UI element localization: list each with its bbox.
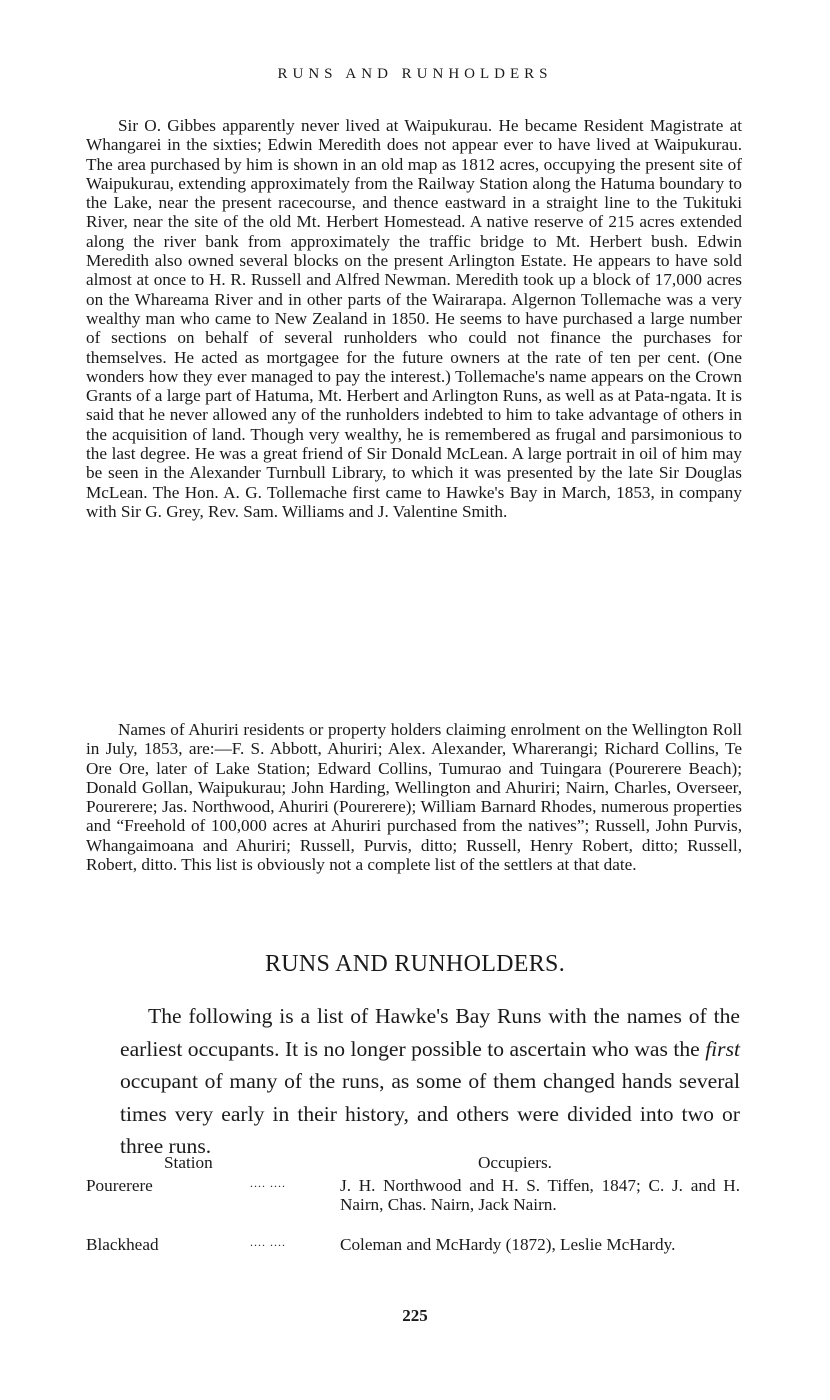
paragraph-text: Sir O. Gibbes apparently never lived at Waipukurau. He became Resident Magistrate at Whangarei in the sixties; Edwin Meredith does not appear ever to have lived at Waipukurau. The area purchased by him is shown in an old map as 1812 acres, occupying the present site of Waipukurau, extending approximately from the Railway Station along the Hatuma boundary to the Lake, near the present racecourse, and thence eastward in a straight line to the Tukituki River, near the site of the old Mt. Herbert Homestead. A native reserve of 215 acres extended along the river bank from approximately the traffic bridge to Mt. Herbert bush. Edwin Meredith also owned several blocks on the present Arlington Estate. He appears to have sold almost at once to H. R. Russell and Alfred Newman. Meredith took up a block of 17,000 acres on the Whareama River and in other parts of the Wairarapa. Algernon Tollemache was a very wealthy man who came to New Zealand in 1850. He seems to have purchased a large number of sections on behalf of several runholders who could not finance the purchases for themselves. He acted as mortgagee for the future owners at the rate of ten per cent. (One wonders how they ever managed to pay the interest.) Tollemache's name appears on the Crown Grants of a large part of Hatuma, Mt. Herbert and Arlington Runs, as well as at Pata-ngata. It is said that he never allowed any of the runholders indebted to him to take advantage of others in the acquisition of land. Though very wealthy, he is remembered as frugal and parsimonious to the last degree. He was a great friend of Sir Donald McLean. A large portrait in oil of him may be seen in the Alexander Turnbull Library, to which it was presented by the late Sir Douglas McLean. The Hon. A. G. Tollemache first came to Hawke's Bay in March, 1853, in company with Sir G. Grey, Rev. Sam. Williams and J. Valentine Smith. xyxy=(86,116,742,521)
occupiers-column-header: Occupiers. xyxy=(478,1153,552,1172)
paragraph-ahuriri-residents xyxy=(86,720,742,874)
paragraph-text: Names of Ahuriri residents or property holders claiming enrolment on the Wellington Roll in July, 1853, are:—F. S. Abbott, Ahuriri; Alex. Alexander, Wharerangi; Richard Collins, Te Ore Ore, later of Lake Station; Edward Collins, Tumurao and Tuingara (Pourerere Beach); Donald Gollan, Waipukurau; John Harding, Wellington and Ahuriri; Nairn, Charles, Overseer, Pourerere; Jas. Northwood, Ahuriri (Pourerere); William Barnard Rhodes, numerous properties and “Freehold of 100,000 acres at Ahuriri purchased from the natives”; Russell, John Purvis, Whangaimoana and Ahuriri; Russell, Purvis, ditto; Russell, Henry Robert, ditto; Russell, Robert, ditto. This list is obviously not a complete list of the settlers at that date. xyxy=(86,720,742,875)
section-heading: RUNS AND RUNHOLDERS. xyxy=(264,951,566,977)
station-name: Blackhead xyxy=(86,1235,159,1254)
dot-leader: .... .... xyxy=(250,1176,286,1190)
intro-emphasis: first xyxy=(705,1036,740,1061)
occupiers-text: Coleman and McHardy (1872), Leslie McHardy. xyxy=(340,1235,676,1254)
station-name: Pourerere xyxy=(86,1176,153,1195)
running-head: RUNS AND RUNHOLDERS xyxy=(277,66,553,82)
intro-text: The following is a list of Hawke's Bay Runs with the names of the earliest occupants. It is no longer possible to ascertain who was the xyxy=(120,1004,740,1061)
page-number: 225 xyxy=(402,1306,428,1325)
occupiers-text: J. H. Northwood and H. S. Tiffen, 1847; C. J. and H. Nairn, Chas. Nairn, Jack Nairn. xyxy=(340,1176,740,1215)
intro-text-continued: occupant of many of the runs, as some of them changed hands several times very early in their history, and others were divided into two or three runs. xyxy=(120,1069,740,1158)
section-intro xyxy=(120,1000,740,1163)
paragraph-gibbes-meredith-tollemache xyxy=(86,116,742,521)
dot-leader: .... .... xyxy=(250,1235,286,1249)
station-column-header: Station xyxy=(164,1153,213,1172)
